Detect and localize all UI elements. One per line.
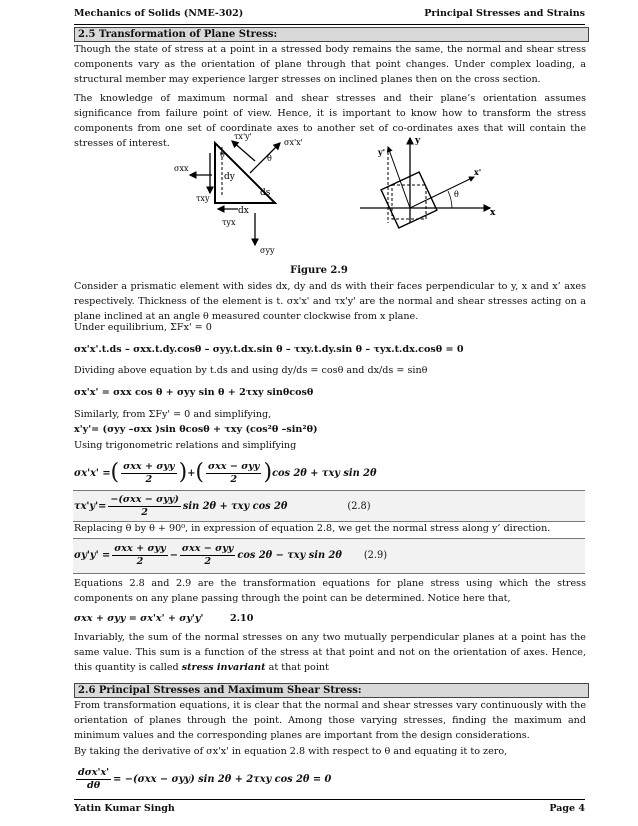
equation-derivative <box>74 764 331 794</box>
paren-close: ) <box>178 460 188 485</box>
equation-transform-normal <box>74 456 377 490</box>
paren-open: ( <box>110 460 120 485</box>
eqB-number: (2.8) <box>347 500 371 512</box>
eqC-den2: 2 <box>204 555 211 567</box>
tau-xpyp-arrow <box>232 141 255 161</box>
line-replacing: Replacing θ by θ + 90⁰, in expression of equation 2.8, we get the normal stress along y’ direction. <box>74 523 551 534</box>
fraction-mean <box>121 461 176 486</box>
header-course: Mechanics of Solids (NME-302) <box>74 8 244 19</box>
equation-invariant-number: 2.10 <box>230 613 254 624</box>
equation-tau-xpyp: x'y'= (σyy –σxx )sin θcosθ + τxy (cos²θ –sin²θ) <box>74 424 318 435</box>
eqC-lhs: σy'y' = <box>74 549 111 561</box>
p6-text-a: Invariably, the sum of the normal stresses on any two mutually perpendicular planes at a point has the same value. This sum is a function of the stress at that point and not on the orientation of axes. Hence, this quantity is called <box>74 632 586 673</box>
label-dx: dx <box>238 206 249 216</box>
equation-sigma-xpxp: σx'x' = σxx cos θ + σyy sin θ + 2τxy sinθcosθ <box>74 387 314 398</box>
eqA-lhs: σx'x' = <box>74 467 111 479</box>
label-dy: dy <box>224 172 235 182</box>
fraction-derivative <box>76 767 111 792</box>
header-chapter: Principal Stresses and Strains <box>424 8 585 19</box>
page-footer <box>74 799 585 814</box>
label-xp-axis: x' <box>474 167 482 177</box>
label-x-axis: x <box>490 208 496 218</box>
paragraph-intro: Though the state of stress at a point in a stressed body remains the same, the normal and shear stress components vary as the orientation of plane through that point changes. Under complex loading, a structural member may experience larger stresses on inclined planes then on the cross section. <box>74 44 586 85</box>
eqA-den2: 2 <box>230 473 238 485</box>
section-heading-2-6: 2.6 Principal Stresses and Maximum Shear Stress: <box>74 683 589 698</box>
fraction-diff <box>206 461 261 486</box>
eqD-rhs: = −(σxx − σyy) sin 2θ + 2τxy cos 2θ = 0 <box>113 773 332 785</box>
eqA-plus: + <box>187 467 196 479</box>
eqA-num2: σxx − σyy <box>208 460 260 472</box>
eqB-num: −(σxx − σyy) <box>110 493 179 505</box>
page-header <box>74 8 585 25</box>
paragraph-principal: From transformation equations, it is clear that the normal and shear stresses vary continuously with the orientation of planes through the point. Among those varying stresses, finding the maximum and minimum values and the corresponding planes are important from the design considerations. <box>74 700 586 741</box>
label-yp-axis: y' <box>378 147 386 157</box>
eqA-tail: cos 2θ + τxy sin 2θ <box>272 467 377 479</box>
equation-transform-shear <box>74 491 371 521</box>
paragraph-knowledge: The knowledge of maximum normal and shear stresses and their plane’s orientation assumes significance from failure point of view. Hence, it is important to know how to transform the stress components from one set of coordinate axes to another set of co-ordinates axes that will contain the stresses of interest. <box>74 93 586 149</box>
equation-transform-normal-y <box>74 540 387 570</box>
eqC-num2: σxx − σyy <box>181 542 234 554</box>
figure-caption: Figure 2.9 <box>290 265 348 276</box>
paragraph-stress-invariant <box>74 630 586 675</box>
eqC-number: (2.9) <box>363 549 388 561</box>
section-heading-2-5: 2.5 Transformation of Plane Stress: <box>74 27 589 42</box>
footer-page: Page 4 <box>549 803 585 814</box>
line-derivative: By taking the derivative of σx'x' in equation 2.8 with respect to θ and equating it to zero, <box>74 746 508 757</box>
label-theta-plane: θ <box>267 154 272 163</box>
label-sigma-xpxp: σx'x' <box>284 138 303 147</box>
eqD-den: dθ <box>87 779 101 791</box>
eqC-minus: − <box>169 549 178 561</box>
fraction-shear <box>108 494 181 519</box>
label-tau-xy: τxy <box>196 194 210 203</box>
label-y-axis: y <box>415 136 421 146</box>
fraction-diff-y <box>180 543 235 568</box>
paren-close-2: ) <box>263 460 273 485</box>
eqA-num1: σxx + σyy <box>123 460 175 472</box>
equation-force-balance: σx'x'.t.ds – σxx.t.dy.cosθ – σyy.t.dx.sin θ – τxy.t.dy.sin θ – τyx.t.dx.cosθ = 0 <box>74 344 464 355</box>
eqD-num: dσx'x' <box>78 766 110 778</box>
sigma-xpxp-arrow <box>250 143 280 173</box>
eqC-tail: cos 2θ − τxy sin 2θ <box>237 549 342 561</box>
paren-open-2: ( <box>195 460 204 485</box>
line-trig: Using trigonometric relations and simplifying <box>74 440 297 451</box>
eqA-den1: 2 <box>145 473 153 485</box>
eqB-lhs: τx'y'= <box>74 500 107 512</box>
eqC-num1: σxx + σyy <box>114 542 166 554</box>
p6-term: stress invariant <box>181 662 266 673</box>
eqB-den: 2 <box>141 506 148 518</box>
line-dividing: Dividing above equation by t.ds and using dy/ds = cosθ and dx/ds = sinθ <box>74 365 428 376</box>
equation-invariant: σxx + σyy = σx'x' + σy'y' <box>74 613 204 624</box>
label-sigma-xx: σxx <box>174 164 189 173</box>
paragraph-transformation-eqs: Equations 2.8 and 2.9 are the transformation equations for plane stress using which the stress components on any plane passing through the point can be determined. Notice here that, <box>74 578 586 604</box>
figure-2-9 <box>160 133 500 263</box>
footer-author: Yatin Kumar Singh <box>74 803 175 814</box>
label-theta: θ <box>220 150 225 159</box>
label-sigma-yy: σyy <box>260 246 275 255</box>
label-tau-xpyp: τx'y' <box>234 133 252 141</box>
eqB-tail: sin 2θ + τxy cos 2θ <box>182 500 288 512</box>
line-similarly: Similarly, from ΣFy' = 0 and simplifying, <box>74 409 272 420</box>
fraction-mean-y <box>112 543 167 568</box>
paragraph-prismatic-element: Consider a prismatic element with sides dx, dy and ds with their faces perpendicular to y, x and x’ axes respectively. Thickness of the element is t. σx'x' and τx'y' are the normal and shear stresses acting on a plane inclined at an angle θ measured counter clockwise from x plane. <box>74 281 586 322</box>
label-ds: ds <box>260 188 271 198</box>
label-theta-axes: θ <box>454 190 459 199</box>
line-equilibrium: Under equilibrium, ΣFx' = 0 <box>74 322 212 333</box>
eqC-den1: 2 <box>136 555 144 567</box>
p6-text-c: at that point <box>265 662 329 673</box>
label-tau-yx: τyx <box>222 218 236 227</box>
